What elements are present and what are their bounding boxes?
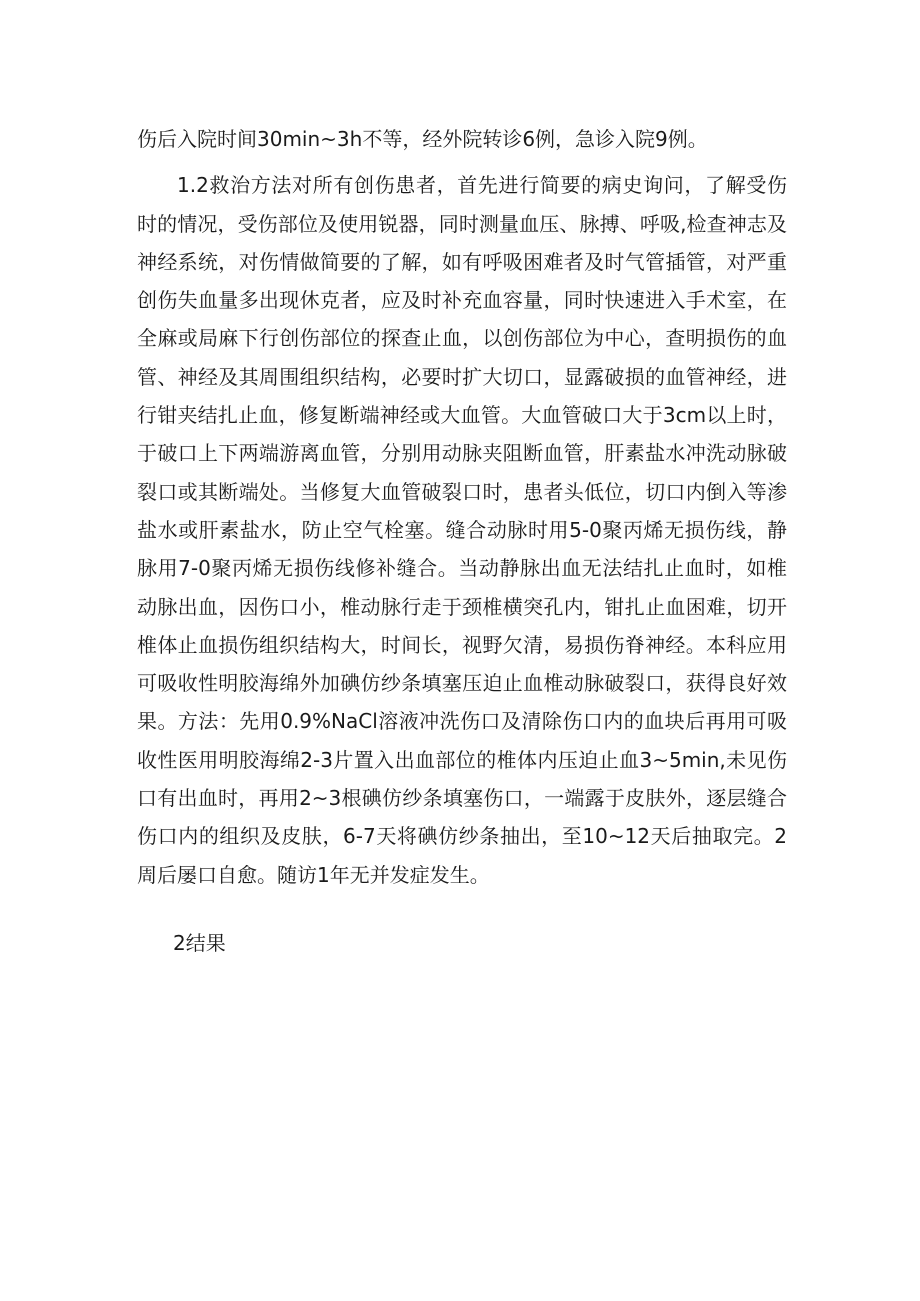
section-heading-results: 2结果 [173, 930, 226, 955]
paragraph-continuation: 伤后入院时间30min~3h不等，经外院转诊6例，急诊入院9例。 [137, 127, 708, 151]
document-body [137, 120, 787, 962]
paragraph-treatment-method: 1.2救治方法对所有创伤患者，首先进行简要的病史询问，了解受伤时的情况，受伤部位及使用锐器，同时测量血压、脉搏、呼吸,检查神志及神经系统，对伤情做简要的了解，如有呼吸困难者及时气管插管，对严重创伤失血量多出现休克者，应及时补充血容量，同时快速进入手术室，在全麻或局麻下行创伤部位的探查止血，以创伤部位为中心，查明损伤的血管、神经及其周围组织结构，必要时扩大切口，显露破损的血管神经，进行钳夹结扎止血，修复断端神经或大血管。大血管破口大于3cm以上时，于破口上下两端游离血管，分别用动脉夹阻断血管，肝素盐水冲洗动脉破裂口或其断端处。当修复大血管破裂口时，患者头低位，切口内倒入等渗盐水或肝素盐水，防止空气栓塞。缝合动脉时用5-0聚丙烯无损伤线，静脉用7-0聚丙烯无损伤线修补缝合。当动静脉出血无法结扎止血时，如椎动脉出血，因伤口小，椎动脉行走于颈椎横突孔内，钳扎止血困难，切开椎体止血损伤组织结构大，时间长，视野欠清，易损伤脊神经。本科应用可吸收性明胶海绵外加碘仿纱条填塞压迫止血椎动脉破裂口，获得良好效果。方法：先用0.9%NaCl溶液冲洗伤口及清除伤口内的血块后再用可吸收性医用明胶海绵2-3片置入出血部位的椎体内压迫止血3~5min,未见伤口有出血时，再用2~3根碘仿纱条填塞伤口，一端露于皮肤外，逐层缝合伤口内的组织及皮肤，6-7天将碘仿纱条抽出，至10~12天后抽取完。2周后屡口自愈。随访1年无并发症发生。 [137, 173, 787, 887]
